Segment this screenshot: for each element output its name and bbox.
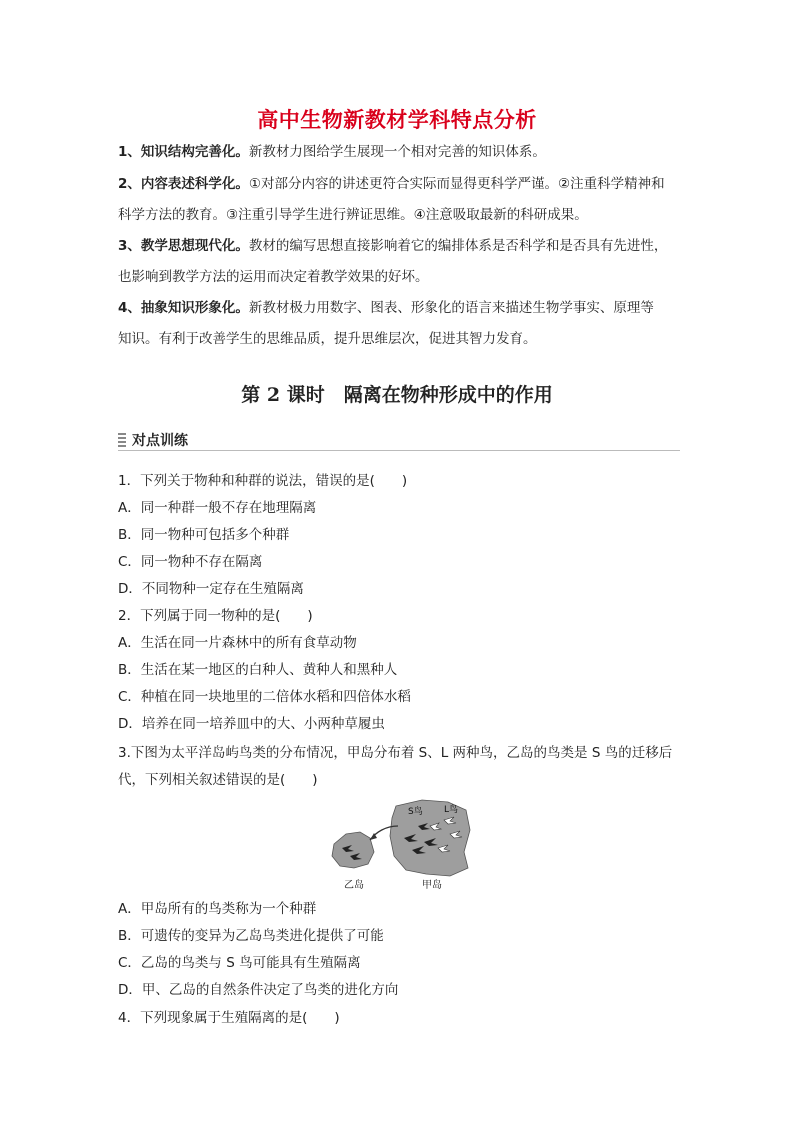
island-yi-shape xyxy=(332,832,374,868)
feature-lead: 4、抽象知识形象化。 xyxy=(118,300,249,316)
option: D．甲、乙岛的自然条件决定了鸟类的进化方向 xyxy=(118,982,399,998)
feature-item xyxy=(118,137,680,168)
label-l-bird: L鸟 xyxy=(444,805,459,815)
option: D．培养在同一培养皿中的大、小两种草履虫 xyxy=(118,716,385,732)
feature-lead: 3、教学思想现代化。 xyxy=(118,238,249,254)
section-label: 对点训练 xyxy=(132,433,188,449)
feature-text: 科学方法的教育。③注重引导学生进行辨证思维。④注意吸取最新的科研成果。 xyxy=(118,207,588,223)
option: B．可遗传的变异为乙岛鸟类进化提供了可能 xyxy=(118,928,384,944)
main-title: 高中生物新教材学科特点分析 xyxy=(257,108,537,132)
feature-text: 教材的编写思想直接影响着它的编排体系是否科学和是否具有先进性， xyxy=(248,238,668,254)
option: C．乙岛的鸟类与 S 鸟可能具有生殖隔离 xyxy=(118,955,361,971)
feature-text: 知识。有利于改善学生的思维品质，提升思维层次，促进其智力发育。 xyxy=(118,331,537,347)
option: C．种植在同一块地里的二倍体水稻和四倍体水稻 xyxy=(118,689,411,705)
feature-item xyxy=(118,231,680,293)
question-stem: 3.下图为太平洋岛屿鸟类的分布情况，甲岛分布着 S、L 两种鸟，乙岛的鸟类是 S 鸟的迁移后 xyxy=(118,745,673,761)
option: A．甲岛所有的鸟类称为一个种群 xyxy=(118,901,317,917)
feature-lead: 2、内容表述科学化。 xyxy=(118,176,249,192)
feature-item xyxy=(118,169,680,231)
question-stem: 4．下列现象属于生殖隔离的是( ) xyxy=(118,1010,340,1026)
island-birds-figure xyxy=(326,796,476,892)
section-marker-icon xyxy=(118,433,126,447)
question-stem: 代，下列相关叙述错误的是( ) xyxy=(118,772,318,788)
option: C．同一物种不存在隔离 xyxy=(118,554,263,570)
section-divider xyxy=(118,450,680,451)
feature-item xyxy=(118,293,680,355)
label-s-bird: S鸟 xyxy=(408,807,423,817)
option: A．生活在同一片森林中的所有食草动物 xyxy=(118,635,357,651)
lesson-title: 第 2 课时 隔离在物种形成中的作用 xyxy=(241,384,553,406)
question-stem: 2．下列属于同一物种的是( ) xyxy=(118,608,313,624)
feature-text: 新教材极力用数字、图表、形象化的语言来描述生物学事实、原理等 xyxy=(248,300,654,316)
feature-text: 也影响到教学方法的运用而决定着教学效果的好坏。 xyxy=(118,269,429,285)
option: A．同一种群一般不存在地理隔离 xyxy=(118,500,317,516)
option: B．生活在某一地区的白种人、黄种人和黑种人 xyxy=(118,662,398,678)
section-heading xyxy=(118,430,188,450)
feature-lead: 1、知识结构完善化。 xyxy=(118,144,249,160)
option: B．同一物种可包括多个种群 xyxy=(118,527,290,543)
question-stem: 1．下列关于物种和种群的说法，错误的是( ) xyxy=(118,473,408,489)
label-island-yi: 乙岛 xyxy=(344,880,364,891)
feature-text: ①对部分内容的讲述更符合实际而显得更科学严谨。②注重科学精神和 xyxy=(248,176,665,192)
option: D．不同物种一定存在生殖隔离 xyxy=(118,581,304,597)
feature-text: 新教材力图给学生展现一个相对完善的知识体系。 xyxy=(248,144,546,160)
label-island-jia: 甲岛 xyxy=(422,880,442,891)
island-map-illustration xyxy=(326,796,476,892)
